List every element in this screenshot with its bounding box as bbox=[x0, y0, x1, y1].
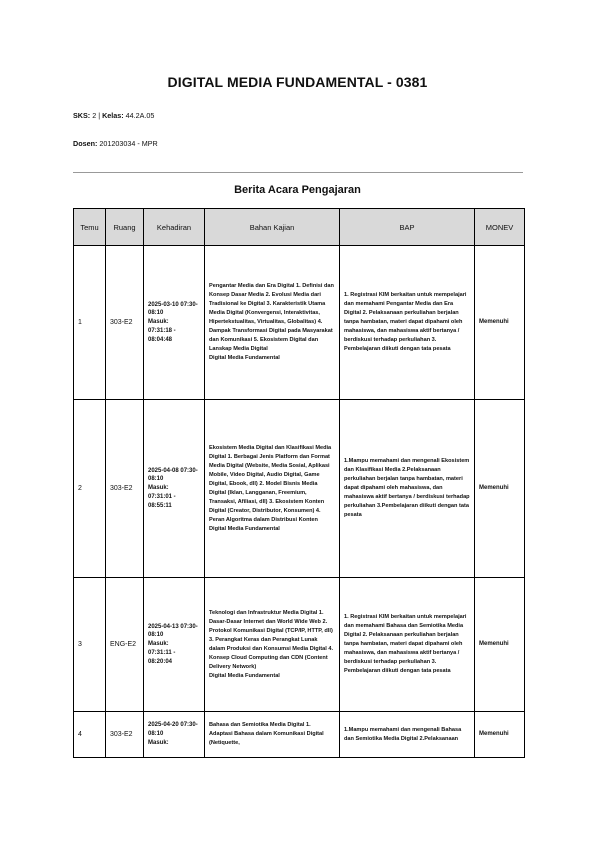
cell-temu: 1 bbox=[74, 246, 106, 400]
cell-bahan-kajian: Bahasa dan Semiotika Media Digital 1. Adaptasi Bahasa dalam Komunikasi Digital (Netiquette, bbox=[205, 712, 340, 758]
col-header-bap: BAP bbox=[340, 209, 475, 246]
bap-table bbox=[73, 208, 525, 758]
cell-bap: 1.Mampu memahami dan mengenali Bahasa dan Semiotika Media Digital 2.Pelaksanaan bbox=[340, 712, 475, 758]
cell-temu: 4 bbox=[74, 712, 106, 758]
col-header-temu: Temu bbox=[74, 209, 106, 246]
sks-label: SKS: bbox=[73, 111, 91, 120]
cell-temu: 2 bbox=[74, 400, 106, 578]
table-header-row bbox=[74, 209, 525, 246]
cell-monev: Memenuhi bbox=[475, 712, 525, 758]
meta-separator: | bbox=[98, 111, 101, 120]
lecturer-meta bbox=[73, 139, 158, 148]
cell-monev: Memenuhi bbox=[475, 578, 525, 712]
dosen-label: Dosen: bbox=[73, 139, 98, 148]
cell-temu: 3 bbox=[74, 578, 106, 712]
section-title: Berita Acara Pengajaran bbox=[234, 184, 361, 196]
cell-kehadiran: 2025-04-20 07:30-08:10 Masuk: bbox=[144, 712, 205, 758]
cell-ruang: 303-E2 bbox=[106, 246, 144, 400]
page-title: DIGITAL MEDIA FUNDAMENTAL - 0381 bbox=[167, 74, 428, 90]
dosen-value: 201203034 - MPR bbox=[99, 139, 158, 148]
cell-bap: 1. Registrasi KIM berkaitan untuk mempelajari dan memahami Pengantar Media dan Era Digital 2. Pelaksanaan perkuliahan berjalan tanpa hambatan, materi dapat dipahami oleh mahasiswa, dan mahasiswa aktif bertanya / berdiskusi terhadap perkuliahan 3. Pembelajaran diikuti dengan tata pesata bbox=[340, 246, 475, 400]
table-row bbox=[74, 246, 525, 400]
cell-monev: Memenuhi bbox=[475, 246, 525, 400]
divider bbox=[73, 172, 523, 173]
cell-bahan-kajian: Ekosistem Media Digital dan Klasifikasi Media Digital 1. Berbagai Jenis Platform dan Format Media Digital (Website, Media Sosial, Aplikasi Mobile, Video Digital, Audio Digital, Game Digital, Ebook, dll) 2. Model Bisnis Media Digital (Iklan, Langganan, Freemium, Transaksi, Afiliasi, dll) 3. Ekosistem Konten Digital (Creator, Distributor, Konsumen) 4. Peran Algoritma dalam Distribusi Konten Digital Media Fundamental bbox=[205, 400, 340, 578]
col-header-bahan-kajian: Bahan Kajian bbox=[205, 209, 340, 246]
sks-value: 2 bbox=[92, 111, 97, 120]
cell-bap: 1. Registrasi KIM berkaitan untuk mempelajari dan memahami Bahasa dan Semiotika Media Digital 2. Pelaksanaan perkuliahan berjalan tanpa hambatan, materi dapat dipahami oleh mahasiswa, dan mahasiswa aktif bertanya / berdiskusi terhadap perkuliahan 3. Pembelajaran diikuti dengan tata pesata bbox=[340, 578, 475, 712]
table-row bbox=[74, 400, 525, 578]
cell-kehadiran: 2025-04-13 07:30-08:10 Masuk: 07:31:11 - 08:20:04 bbox=[144, 578, 205, 712]
course-meta bbox=[73, 111, 154, 120]
cell-ruang: 303-E2 bbox=[106, 712, 144, 758]
kelas-label: Kelas: bbox=[102, 111, 124, 120]
cell-kehadiran: 2025-04-08 07:30-08:10 Masuk: 07:31:01 - 08:55:11 bbox=[144, 400, 205, 578]
kelas-value: 44.2A.05 bbox=[125, 111, 155, 120]
cell-ruang: 303-E2 bbox=[106, 400, 144, 578]
col-header-ruang: Ruang bbox=[106, 209, 144, 246]
table-row bbox=[74, 712, 525, 758]
cell-kehadiran: 2025-03-10 07:30-08:10 Masuk: 07:31:18 - 08:04:48 bbox=[144, 246, 205, 400]
cell-ruang: ENG-E2 bbox=[106, 578, 144, 712]
table-row bbox=[74, 578, 525, 712]
cell-bahan-kajian: Pengantar Media dan Era Digital 1. Definisi dan Konsep Dasar Media 2. Evolusi Media dari Tradisional ke Digital 3. Karakteristik Utama Media Digital (Konvergensi, Interaktivitas, Hipertekstualitas, Virtualitas, Globalitas) 4. Dampak Transformasi Digital pada Masyarakat dan Komunikasi 5. Ekosistem Digital dan Lanskap Media Digital Digital Media Fundamental bbox=[205, 246, 340, 400]
col-header-kehadiran: Kehadiran bbox=[144, 209, 205, 246]
col-header-monev: MONEV bbox=[475, 209, 525, 246]
cell-bahan-kajian: Teknologi dan Infrastruktur Media Digital 1. Dasar-Dasar Internet dan World Wide Web 2. Protokol Komunikasi Digital (TCP/IP, HTTP, dll) 3. Perangkat Keras dan Perangkat Lunak dalam Produksi dan Konsumsi Media Digital 4. Konsep Cloud Computing dan CDN (Content Delivery Network) Digital Media Fundamental bbox=[205, 578, 340, 712]
cell-monev: Memenuhi bbox=[475, 400, 525, 578]
cell-bap: 1.Mampu memahami dan mengenali Ekosistem dan Klasifikasi Media 2.Pelaksanaan perkuliahan berjalan tanpa hambatan, materi dapat dipahami oleh mahasiswa, dan mahasiswa aktif bertanya / berdiskusi terhadap perkuliahan 3.Pembelajaran diikuti dengan tata pesata bbox=[340, 400, 475, 578]
